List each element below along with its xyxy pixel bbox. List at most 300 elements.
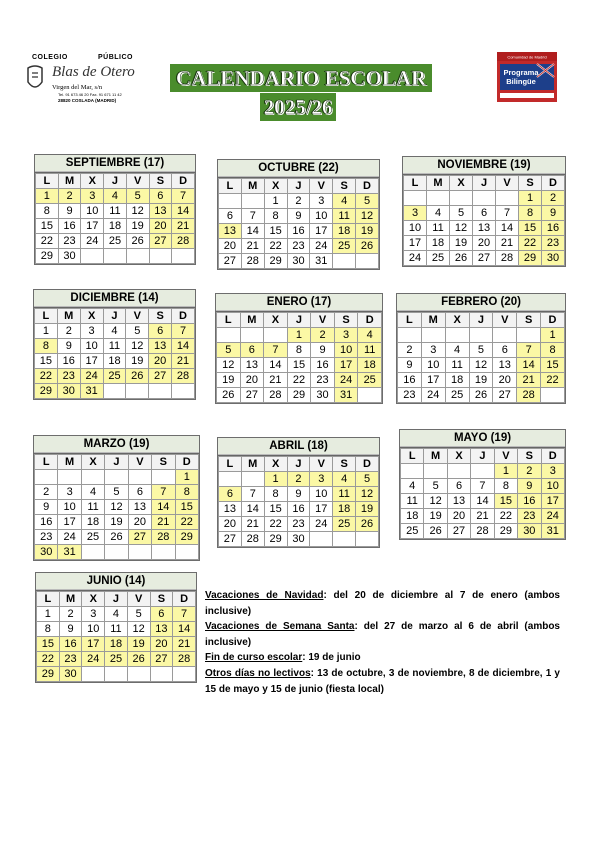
empty-day-cell [81,470,104,485]
day-cell: 9 [35,500,58,515]
day-cell: 18 [445,373,469,388]
week-row [37,637,196,652]
empty-day-cell [450,191,473,206]
day-cell: 4 [401,479,424,494]
note-text: : 19 de junio [302,652,361,664]
weekday-label: V [310,457,333,472]
day-cell: 16 [58,219,81,234]
weekday-header-row [219,179,379,194]
day-cell: 1 [37,607,60,622]
note-semana-santa [205,619,560,650]
week-row [219,502,379,517]
day-cell: 22 [287,373,311,388]
week-row [401,494,565,509]
holiday-day-cell: 1 [287,328,311,343]
day-cell: 7 [496,206,519,221]
day-cell: 23 [287,517,310,532]
weekday-label: M [241,457,264,472]
holiday-day-cell: 15 [494,494,517,509]
weekday-label: M [58,455,81,470]
month-calendar-ene [215,293,383,404]
day-cell: 6 [128,485,151,500]
empty-day-cell [217,328,241,343]
holiday-day-cell: 22 [175,515,198,530]
day-cell: 9 [287,487,310,502]
empty-day-cell [103,384,126,399]
week-row [36,204,195,219]
day-cell: 5 [105,485,128,500]
day-cell: 14 [496,221,519,236]
week-row [36,219,195,234]
day-cell: 19 [450,236,473,251]
holiday-day-cell: 12 [356,209,379,224]
day-cell: 30 [311,388,335,403]
day-cell: 6 [473,206,496,221]
weekday-label: X [80,309,103,324]
empty-day-cell [310,532,333,547]
weekday-header-row [217,313,382,328]
empty-day-cell [82,667,105,682]
day-cell: 14 [264,358,288,373]
day-cell: 20 [240,373,264,388]
day-cell: 10 [81,204,104,219]
day-cell: 10 [80,339,103,354]
holiday-day-cell: 17 [541,494,564,509]
holiday-day-cell: 27 [149,234,172,249]
week-row [35,530,199,545]
empty-day-cell [105,667,128,682]
holiday-day-cell: 1 [264,472,287,487]
month-title: ENERO (17) [216,294,382,312]
month-title: ABRIL (18) [218,438,379,456]
holiday-day-cell: 9 [542,206,565,221]
day-cell: 19 [469,373,493,388]
weekday-label: D [175,455,198,470]
month-grid [218,456,379,547]
day-cell: 23 [35,530,58,545]
holiday-day-cell: 16 [518,494,541,509]
weekday-label: V [127,592,150,607]
weekday-label: L [219,179,242,194]
day-cell: 8 [37,622,60,637]
holiday-day-cell: 14 [172,204,195,219]
weekday-label: S [149,309,172,324]
month-title: JUNIO (14) [36,573,196,591]
day-cell: 14 [241,224,264,239]
month-grid [397,312,565,403]
holiday-day-cell: 8 [35,339,58,354]
weekday-label: L [36,174,59,189]
day-cell: 20 [219,517,242,532]
weekday-label: X [450,176,473,191]
day-cell: 21 [241,517,264,532]
holiday-day-cell: 7 [264,343,288,358]
empty-day-cell [175,545,198,560]
weekday-label: V [128,455,151,470]
weekday-label: V [493,313,517,328]
day-cell: 3 [82,607,105,622]
bilingual-logo-line2: Bilingüe [506,77,536,86]
day-cell: 30 [287,532,310,547]
holiday-day-cell: 13 [149,339,172,354]
weekday-header-row [36,174,195,189]
week-row [36,234,195,249]
week-row [35,324,195,339]
school-phones: Tel. 91 673 46 20 Fax. 91 671 11 42 [58,92,122,97]
weekday-label: V [494,449,517,464]
weekday-label: D [542,176,565,191]
weekday-label: D [541,313,565,328]
day-cell: 6 [219,209,242,224]
day-cell: 17 [404,236,427,251]
weekday-label: V [311,313,335,328]
day-cell: 17 [80,354,103,369]
weekday-label: X [445,313,469,328]
holiday-day-cell: 23 [57,369,80,384]
weekday-label: D [356,457,379,472]
week-row [404,206,565,221]
holiday-day-cell: 14 [173,622,196,637]
holiday-day-cell: 5 [356,194,379,209]
month-calendar-abr [217,437,380,548]
week-row [219,517,379,532]
day-cell: 2 [398,343,422,358]
holiday-day-cell: 23 [59,652,82,667]
weekday-header-row [219,457,379,472]
holiday-day-cell: 23 [542,236,565,251]
holiday-day-cell: 5 [356,472,379,487]
month-title: MARZO (19) [34,436,199,454]
note-text: : del 20 de diciembre al 7 de enero (ambos inclusive) [205,590,560,617]
week-row [35,500,199,515]
day-cell: 22 [264,239,287,254]
weekday-label: S [519,176,542,191]
day-cell: 28 [264,388,288,403]
day-cell: 6 [447,479,470,494]
day-cell: 8 [36,204,59,219]
holiday-day-cell: 4 [333,472,356,487]
holiday-day-cell: 27 [149,369,172,384]
empty-day-cell [219,472,242,487]
week-row [36,189,195,204]
month-title: MAYO (19) [400,430,565,448]
holiday-day-cell: 22 [519,236,542,251]
holiday-day-cell: 19 [127,637,150,652]
day-cell: 24 [81,234,104,249]
weekday-label: D [356,179,379,194]
weekday-label: X [81,174,104,189]
title-line-1: CALENDARIO ESCOLAR [170,64,432,92]
weekday-label: J [287,179,310,194]
day-cell: 20 [219,239,242,254]
day-cell: 3 [80,324,103,339]
day-cell: 23 [287,239,310,254]
day-cell: 20 [473,236,496,251]
holiday-day-cell: 26 [356,517,379,532]
empty-day-cell [398,328,422,343]
holiday-day-cell: 13 [219,224,242,239]
empty-day-cell [404,191,427,206]
weekday-label: M [58,174,81,189]
holiday-day-cell: 15 [541,358,565,373]
weekday-label: D [358,313,382,328]
day-cell: 26 [105,530,128,545]
holiday-day-cell: 23 [518,509,541,524]
day-cell: 16 [287,224,310,239]
holiday-day-cell: 24 [334,373,358,388]
holiday-day-cell: 3 [310,472,333,487]
day-cell: 13 [493,358,517,373]
day-cell: 11 [104,204,127,219]
month-title: FEBRERO (20) [397,294,565,312]
day-cell: 17 [58,515,81,530]
day-cell: 9 [58,204,81,219]
holiday-day-cell: 8 [541,343,565,358]
day-cell: 9 [287,209,310,224]
empty-day-cell [424,464,447,479]
holiday-day-cell: 19 [356,502,379,517]
day-cell: 5 [469,343,493,358]
day-cell: 20 [447,509,470,524]
holiday-day-cell: 29 [175,530,198,545]
weekday-label: L [401,449,424,464]
day-cell: 12 [450,221,473,236]
empty-day-cell [517,328,541,343]
day-cell: 5 [424,479,447,494]
holiday-day-cell: 20 [149,219,172,234]
day-cell: 27 [219,532,242,547]
day-cell: 2 [35,485,58,500]
weekday-header-row [35,309,195,324]
day-cell: 8 [264,209,287,224]
holiday-day-cell: 30 [57,384,80,399]
empty-day-cell [241,472,264,487]
day-cell: 8 [264,487,287,502]
day-cell: 11 [401,494,424,509]
weekday-label: M [240,313,264,328]
day-cell: 12 [424,494,447,509]
weekday-label: L [35,455,58,470]
weekday-header-row [398,313,565,328]
week-row [398,373,565,388]
day-cell: 17 [81,219,104,234]
day-cell: 27 [240,388,264,403]
holiday-day-cell: 27 [150,652,173,667]
day-cell: 9 [57,339,80,354]
day-cell: 26 [424,524,447,539]
day-cell: 10 [310,487,333,502]
note-text: : 13 de octubre, 3 de noviembre, 8 de diciembre, 1 y 15 de mayo y 15 de junio (fiesta local) [205,667,560,695]
holiday-day-cell: 6 [149,324,172,339]
holiday-day-cell: 25 [358,373,382,388]
note-text: : del 27 de marzo al 6 de abril (ambos inclusive) [205,621,560,648]
empty-day-cell [149,249,172,264]
weekday-label: X [82,592,105,607]
holiday-day-cell: 1 [541,328,565,343]
day-cell: 22 [36,234,59,249]
week-row [401,509,565,524]
holiday-day-cell: 26 [127,652,150,667]
day-cell: 10 [404,221,427,236]
holiday-day-cell: 7 [172,189,195,204]
day-cell: 21 [241,239,264,254]
holiday-day-cell: 10 [541,479,564,494]
week-row [37,622,196,637]
holiday-day-cell: 2 [311,328,335,343]
day-cell: 4 [81,485,104,500]
day-cell: 18 [81,515,104,530]
month-grid [34,454,199,560]
empty-day-cell [356,254,379,269]
day-cell: 15 [35,354,58,369]
month-grid [403,175,565,266]
weekday-label: S [517,313,541,328]
day-cell: 15 [36,219,59,234]
week-row [401,524,565,539]
weekday-label: D [172,174,195,189]
day-cell: 19 [424,509,447,524]
empty-day-cell [358,388,382,403]
weekday-label: J [287,457,310,472]
week-row [404,236,565,251]
week-row [35,384,195,399]
week-row [217,373,382,388]
day-cell: 18 [103,354,126,369]
empty-day-cell [541,388,565,403]
day-cell: 26 [217,388,241,403]
day-cell: 26 [126,234,149,249]
holiday-day-cell: 31 [334,388,358,403]
weekday-header-row [37,592,196,607]
week-row [35,369,195,384]
empty-day-cell [172,384,195,399]
holiday-day-cell: 28 [172,234,195,249]
holiday-day-cell: 3 [81,189,104,204]
day-cell: 16 [398,373,422,388]
month-calendar-oct [217,159,380,270]
day-cell: 9 [59,622,82,637]
holiday-day-cell: 24 [82,652,105,667]
day-cell: 13 [447,494,470,509]
weekday-label: M [241,179,264,194]
day-cell: 10 [58,500,81,515]
day-cell: 7 [241,487,264,502]
week-row [37,607,196,622]
weekday-label: L [219,457,242,472]
day-cell: 18 [401,509,424,524]
holiday-day-cell: 5 [126,189,149,204]
bilingual-logo-top: Comunidad de Madrid [507,54,547,60]
weekday-header-row [401,449,565,464]
day-cell: 25 [401,524,424,539]
weekday-label: J [105,455,128,470]
weekday-label: L [37,592,60,607]
holiday-day-cell: 4 [104,189,127,204]
holiday-day-cell: 11 [333,209,356,224]
week-row [404,251,565,266]
day-cell: 27 [493,388,517,403]
week-row [219,194,379,209]
month-grid [34,308,195,399]
day-cell: 12 [127,622,150,637]
day-cell: 28 [241,254,264,269]
weekday-label: D [541,449,564,464]
holiday-day-cell: 30 [518,524,541,539]
holiday-day-cell: 27 [128,530,151,545]
empty-day-cell [127,667,150,682]
day-cell: 13 [473,221,496,236]
holiday-day-cell: 7 [517,343,541,358]
weekday-label: L [217,313,241,328]
holiday-day-cell: 26 [356,239,379,254]
day-cell: 22 [494,509,517,524]
day-cell: 30 [287,254,310,269]
weekday-label: M [424,449,447,464]
day-cell: 29 [287,388,311,403]
day-cell: 13 [128,500,151,515]
empty-day-cell [81,545,104,560]
weekday-label: D [172,309,195,324]
holiday-day-cell: 25 [333,239,356,254]
school-city: 28820 COSLADA (MADRID) [58,98,117,103]
day-cell: 12 [126,339,149,354]
holiday-day-cell: 24 [80,369,103,384]
month-title: DICIEMBRE (14) [34,290,195,308]
day-cell: 27 [447,524,470,539]
week-row [401,479,565,494]
holiday-day-cell: 18 [358,358,382,373]
weekday-label: V [496,176,519,191]
weekday-label: L [398,313,422,328]
day-cell: 26 [469,388,493,403]
holiday-day-cell: 29 [519,251,542,266]
holiday-day-cell: 13 [149,204,172,219]
month-title: NOVIEMBRE (19) [403,157,565,175]
holiday-day-cell: 14 [152,500,175,515]
holiday-day-cell: 6 [240,343,264,358]
weekday-label: X [264,457,287,472]
day-cell: 2 [287,194,310,209]
week-row [219,472,379,487]
weekday-label: S [334,313,358,328]
weekday-label: J [287,313,311,328]
holiday-day-cell: 30 [35,545,58,560]
empty-day-cell [469,328,493,343]
holiday-day-cell: 17 [334,358,358,373]
empty-day-cell [58,470,81,485]
title-line-2: 2025/26 [260,93,337,121]
day-cell: 11 [103,339,126,354]
holiday-day-cell: 3 [404,206,427,221]
month-grid [400,448,565,539]
holiday-day-cell: 17 [82,637,105,652]
weekday-label: V [126,309,149,324]
month-title: SEPTIEMBRE (17) [35,155,195,173]
day-cell: 7 [471,479,494,494]
weekday-label: J [469,313,493,328]
holiday-day-cell: 20 [149,354,172,369]
weekday-label: M [427,176,450,191]
holiday-day-cell: 31 [80,384,103,399]
day-cell: 1 [264,194,287,209]
month-calendar-feb [396,293,566,404]
holiday-day-cell: 3 [541,464,564,479]
day-cell: 14 [241,502,264,517]
empty-day-cell [264,328,288,343]
week-row [35,485,199,500]
weekday-label: S [518,449,541,464]
weekday-label: M [57,309,80,324]
